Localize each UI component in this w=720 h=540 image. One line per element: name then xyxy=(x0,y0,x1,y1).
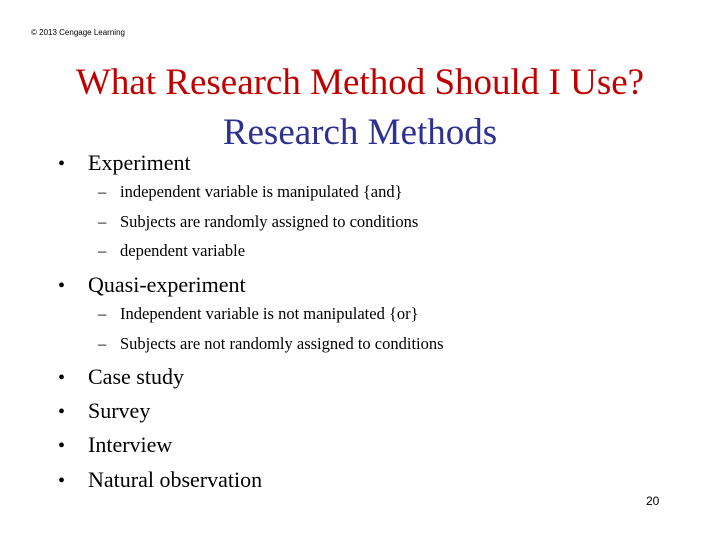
bullet-icon: • xyxy=(58,435,66,457)
sub-item-text: independent variable is manipulated {and} xyxy=(120,182,403,201)
bullet-label: Case study xyxy=(88,364,184,389)
bullet-item-quasi-experiment xyxy=(58,272,246,299)
dash-icon: – xyxy=(98,304,107,323)
bullet-label: Quasi-experiment xyxy=(88,272,246,297)
sub-item xyxy=(98,182,403,202)
copyright-notice: © 2013 Cengage Learning xyxy=(31,28,125,37)
bullet-item-case-study xyxy=(58,364,184,391)
bullet-label: Experiment xyxy=(88,150,191,175)
sub-item xyxy=(98,334,444,354)
slide-subtitle: Research Methods xyxy=(222,112,498,153)
sub-item xyxy=(98,241,245,261)
bullet-icon: • xyxy=(58,367,66,389)
dash-icon: – xyxy=(98,334,107,353)
sub-item xyxy=(98,304,419,324)
sub-item xyxy=(98,212,418,232)
sub-item-text: Subjects are not randomly assigned to conditions xyxy=(120,334,444,353)
page-number: 20 xyxy=(646,494,660,508)
sub-item-text: dependent variable xyxy=(120,241,246,260)
bullet-item-survey xyxy=(58,398,150,425)
bullet-item-interview xyxy=(58,432,172,459)
bullet-icon: • xyxy=(58,401,66,423)
sub-item-text: Subjects are randomly assigned to conditions xyxy=(120,212,419,231)
dash-icon: – xyxy=(98,212,107,231)
bullet-label: Natural observation xyxy=(88,467,263,492)
bullet-label: Survey xyxy=(88,398,151,423)
bullet-icon: • xyxy=(58,153,66,175)
bullet-icon: • xyxy=(58,275,66,297)
slide-title: What Research Method Should I Use? xyxy=(75,62,645,103)
bullet-label: Interview xyxy=(88,432,173,457)
bullet-item-experiment xyxy=(58,150,191,177)
dash-icon: – xyxy=(98,241,107,260)
bullet-icon: • xyxy=(58,470,66,492)
sub-item-text: Independent variable is not manipulated {or} xyxy=(120,304,419,323)
dash-icon: – xyxy=(98,182,107,201)
bullet-item-natural-observation xyxy=(58,467,262,494)
